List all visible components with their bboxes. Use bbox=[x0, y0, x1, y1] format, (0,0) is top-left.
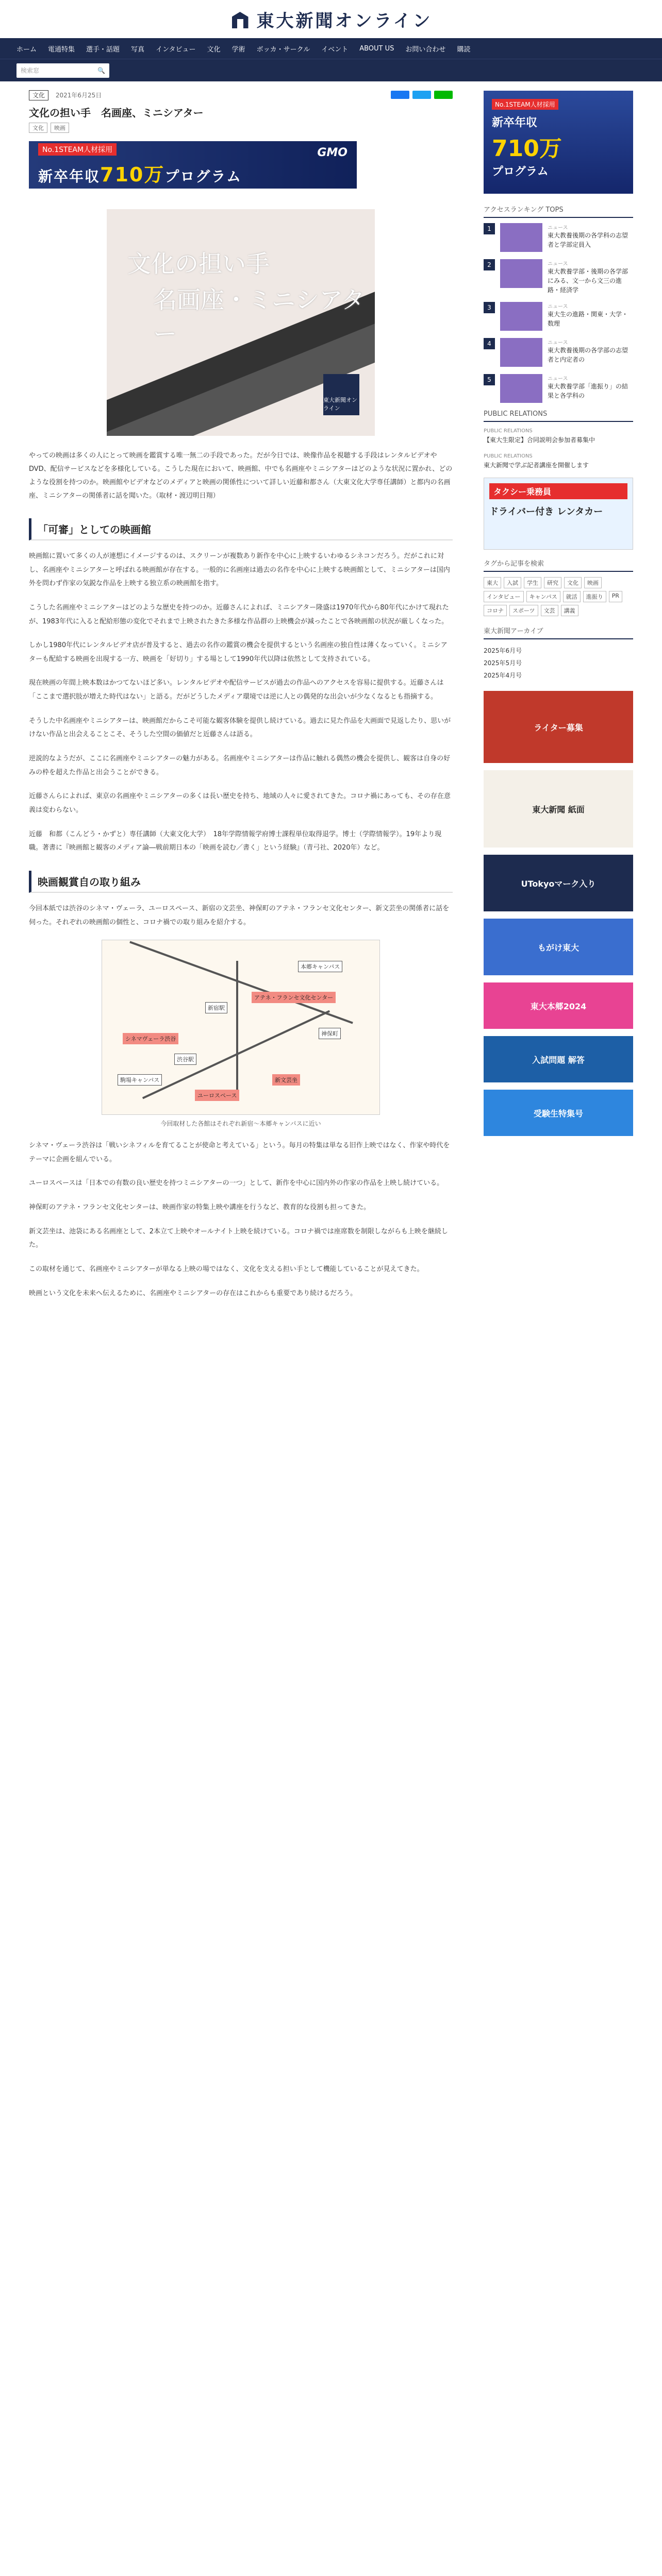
facebook-share-button[interactable] bbox=[391, 91, 409, 99]
sidebar-ad[interactable]: 入試問題 解答 bbox=[484, 1036, 633, 1082]
article-meta bbox=[29, 91, 453, 99]
tag-chip[interactable]: インタビュー bbox=[484, 591, 524, 602]
ranking-item[interactable] bbox=[484, 223, 633, 252]
article-paragraph: 近藤さんらによれば、東京の名画座やミニシアターの多くは長い歴史を持ち、地域の人々に愛されてきた。コロナ禍にあっても、その存在意義は変わらない。 bbox=[29, 792, 451, 814]
rank-number: 4 bbox=[484, 338, 495, 349]
article-paragraph: この取材を通じて、名画座やミニシアターが単なる上映の場ではなく、文化を支える担い手として機能していることが見えてきた。 bbox=[29, 1265, 424, 1274]
nav-item[interactable]: ホーム bbox=[16, 45, 37, 54]
tag-chip[interactable]: スポーツ bbox=[509, 605, 538, 616]
rank-thumbnail bbox=[500, 223, 542, 252]
rank-title: 東大教養後期の各学科の志望者と学部定員入 bbox=[548, 232, 628, 248]
article-paragraph: こうした名画座やミニシアターはどのような歴史を持つのか。近藤さんによれば、ミニシアター隆盛は1970年代から80年代にかけて現れたが、1983年代に入ると配給形態の変化でそれまで上映されたきた多様な作品群の上映機会が減ったことで各映画館の状況が厳しくなった。 bbox=[29, 603, 449, 625]
tag-list bbox=[29, 123, 453, 133]
tag-chip[interactable]: キャンパス bbox=[526, 591, 560, 602]
sidebar-ad[interactable]: UTokyoマーク入り bbox=[484, 855, 633, 911]
article-paragraph: 現在映画の年間上映本数はかつてないほど多い。レンタルビデオや配信サービスが過去の作品へのアクセスを容易に提供する。近藤さんは「ここまで選択肢が増えた時代はない」と語る。だがどうしたメディア環境では逆に人との偶発的な出会いが少なくなるとも指摘する。 bbox=[29, 679, 444, 701]
map-theater: 新文芸坐 bbox=[272, 1074, 300, 1086]
archive-link[interactable]: 2025年4月号 bbox=[484, 672, 522, 680]
nav-item[interactable]: 学術 bbox=[231, 45, 245, 54]
nav-item[interactable]: 写真 bbox=[131, 45, 145, 54]
rank-thumbnail bbox=[500, 302, 542, 331]
archive-link[interactable]: 2025年6月号 bbox=[484, 647, 522, 655]
sidebar-ad[interactable]: もがけ東大 bbox=[484, 919, 633, 975]
banner-main: 新卒年収710万プログラム bbox=[38, 163, 242, 186]
rank-title: 東大生の進路・関東・大学・数理 bbox=[548, 311, 628, 327]
share-buttons bbox=[391, 91, 453, 99]
sidebar-banner-amount: 710万 bbox=[492, 135, 562, 162]
article-paragraph: 逆説的なようだが、ここに名画座やミニシアターの魅力がある。名画座やミニシアターは作品に触れる偶然の機会を提供し、観客は自身の好みの枠を超えた作品と出会うことができる。 bbox=[29, 755, 451, 776]
site-header bbox=[0, 0, 662, 38]
map-station: 駒場キャンパス bbox=[118, 1074, 162, 1086]
sidebar-banner-text: 新卒年収 bbox=[492, 116, 538, 129]
ranking-item[interactable] bbox=[484, 374, 633, 403]
map-theater: ユーロスペース bbox=[195, 1090, 239, 1101]
category-badge[interactable]: 文化 bbox=[29, 90, 48, 100]
rank-number: 5 bbox=[484, 374, 495, 385]
publish-date: 2021年6月25日 bbox=[55, 92, 102, 99]
hero-text-2: 名画座・ミニシアター bbox=[153, 286, 365, 348]
hero-logo-badge: 東大新聞オンライン bbox=[323, 374, 359, 415]
search-bar bbox=[0, 59, 662, 81]
tag-chip[interactable]: コロナ bbox=[484, 605, 507, 616]
article-title: 文化の担い手 名画座、ミニシアター bbox=[29, 107, 204, 119]
tag-chip[interactable]: 進振り bbox=[583, 591, 606, 602]
tag-chip[interactable]: 就活 bbox=[563, 591, 581, 602]
taxi-ad-title: タクシー乗務員 bbox=[489, 483, 627, 499]
tag-chip[interactable]: 映画 bbox=[51, 123, 69, 133]
search-input[interactable] bbox=[16, 63, 109, 78]
pr-item[interactable] bbox=[484, 427, 633, 445]
rank-number: 3 bbox=[484, 302, 495, 313]
rank-thumbnail bbox=[500, 374, 542, 403]
article-closing: 映画という文化を未来へ伝えるために、名画座やミニシアターの存在はこれからも重要であり続けるだろう。 bbox=[29, 1289, 357, 1297]
rail-line bbox=[236, 961, 238, 1095]
article-paragraph: シネマ・ヴェーラ渋谷は「戦いシネフィルを育てることが使命と考えている」という。毎月の特集は単なる旧作上映ではなく、作家や時代をテーマに企画を組んでいる。 bbox=[29, 1142, 450, 1163]
tag-chip[interactable]: 文化 bbox=[29, 123, 47, 133]
pr-category: PUBLIC RELATIONS bbox=[484, 428, 533, 434]
rank-title: 東大教養学部・後期の各学部にみる、文一から文三の進路・経済学 bbox=[548, 268, 628, 294]
ranking-item[interactable] bbox=[484, 259, 633, 295]
site-logo[interactable] bbox=[230, 7, 433, 32]
rank-category: ニュース bbox=[548, 304, 568, 310]
rank-thumbnail bbox=[500, 338, 542, 367]
map-station: 新宿駅 bbox=[205, 1002, 227, 1013]
tag-chip[interactable]: 文芸 bbox=[541, 605, 558, 616]
taxi-ad[interactable] bbox=[484, 478, 633, 550]
nav-item[interactable]: ボッカ・サークル bbox=[256, 45, 310, 54]
site-name: 東大新聞オンライン bbox=[256, 10, 433, 31]
author-bio: 近藤 和都（こんどう・かずと）専任講師（大東文化大学） 18年学際情報学府博士課程単位取得退学。博士（学際情報学）。19年より現職。著書に『映画館と観客のメディア論―戦前期日本の「映画を読む／書く」という経験』（青弓社、2020年）など。 bbox=[29, 830, 442, 852]
map-caption: 今回取材した各館はそれぞれ新宿～本郷キャンパスに近い bbox=[160, 1120, 321, 1128]
theater-map bbox=[102, 940, 380, 1115]
tag-chip[interactable]: 入試 bbox=[504, 577, 521, 588]
pr-title: 東大新聞で学ぶ記者講座を開催します bbox=[484, 462, 589, 469]
search-icon[interactable]: 🔍 bbox=[97, 66, 105, 74]
tag-chip[interactable]: 研究 bbox=[544, 577, 561, 588]
hero-text-1: 文化の担い手 bbox=[127, 250, 270, 278]
rank-category: ニュース bbox=[548, 225, 568, 231]
pr-title: PUBLIC RELATIONS bbox=[484, 410, 633, 422]
article-paragraph: しかし1980年代にレンタルビデオ店が普及すると、過去の名作の鑑賞の機会を提供するという名画座の独自性は薄くなっていく。ミニシアターも配給する映画を出現する一方、映画を「好切り」する場として1990年代以降は依然として支持されている。 bbox=[29, 641, 448, 663]
map-theater: シネマヴェーラ渋谷 bbox=[123, 1033, 178, 1044]
tag-chip[interactable]: 東大 bbox=[484, 577, 501, 588]
logo-icon bbox=[230, 9, 251, 29]
nav-item[interactable]: 購読 bbox=[457, 45, 471, 54]
tag-chip[interactable]: 文化 bbox=[564, 577, 582, 588]
ranking-item[interactable] bbox=[484, 338, 633, 367]
archive-link[interactable]: 2025年5月号 bbox=[484, 659, 522, 667]
article bbox=[29, 91, 453, 1311]
pr-item[interactable] bbox=[484, 452, 633, 470]
section-heading: 「可審」としての映画館 bbox=[29, 518, 453, 540]
tag-search-title: タグから記事を検索 bbox=[484, 558, 633, 572]
sidebar-ad[interactable]: 東大新聞 紙面 bbox=[484, 770, 633, 848]
sidebar-banner-text: プログラム bbox=[492, 165, 549, 178]
rank-number: 2 bbox=[484, 259, 495, 270]
sidebar bbox=[484, 91, 633, 1143]
rank-category: ニュース bbox=[548, 340, 568, 346]
taxi-ad-text: ドライバー付き レンタカー bbox=[489, 506, 603, 518]
sidebar-ad[interactable]: 受験生特集号 bbox=[484, 1090, 633, 1136]
section-heading: 映画観賞自の取り組み bbox=[29, 871, 453, 893]
map-station: 渋谷駅 bbox=[174, 1054, 196, 1065]
search-placeholder: 検索窓 bbox=[21, 67, 40, 74]
ranking-item[interactable] bbox=[484, 302, 633, 331]
nav-item[interactable]: お問い合わせ bbox=[405, 45, 446, 54]
sidebar-banner-label: No.1STEAM人材採用 bbox=[492, 99, 558, 110]
recruit-banner[interactable] bbox=[29, 141, 357, 189]
archive-title: 東大新聞アーカイブ bbox=[484, 625, 633, 639]
rank-title: 東大教養学部「進振り」の結果と各学科の bbox=[548, 383, 628, 399]
rank-category: ニュース bbox=[548, 376, 568, 382]
nav-item[interactable]: 文化 bbox=[207, 45, 221, 54]
tag-chip[interactable]: 映画 bbox=[584, 577, 602, 588]
rank-number: 1 bbox=[484, 223, 495, 234]
sidebar-recruit-banner[interactable] bbox=[484, 91, 633, 194]
line-share-button[interactable] bbox=[434, 91, 453, 99]
pr-title: 【東大生限定】合同説明会参加者募集中 bbox=[484, 436, 595, 444]
nav-item[interactable]: イベント bbox=[321, 45, 349, 54]
tag-chip[interactable]: PR bbox=[609, 591, 622, 602]
sidebar-ad[interactable]: ライター募集 bbox=[484, 691, 633, 763]
tag-chip[interactable]: 学生 bbox=[524, 577, 541, 588]
banner-brand: GMO bbox=[317, 146, 347, 159]
hero-image bbox=[107, 209, 375, 436]
article-paragraph: 新文芸坐は、池袋にある名画座として、2本立て上映やオールナイト上映を続けている。コロナ禍では座席数を制限しながらも上映を継続した。 bbox=[29, 1227, 448, 1249]
article-paragraph: 神保町のアテネ・フランセ文化センターは、映画作家の特集上映や講座を行うなど、教育的な役割も担ってきた。 bbox=[29, 1204, 370, 1212]
nav-item[interactable]: インタビュー bbox=[156, 45, 196, 54]
ranking-title: アクセスランキング TOPS bbox=[484, 204, 633, 218]
nav-item[interactable]: 電通特集 bbox=[48, 45, 75, 54]
rank-category: ニュース bbox=[548, 261, 568, 267]
nav-item[interactable]: ABOUT US bbox=[359, 44, 394, 53]
tag-chip[interactable]: 講義 bbox=[561, 605, 578, 616]
article-paragraph: 今回本紙では渋谷のシネマ・ヴェーラ、ユーロスペース、新宿の文芸坐、神保町のアテネ・フランセ文化センター、新文芸坐の関係者に話を伺った。それぞれの映画館の個性と、コロナ禍での取り組みを紹介する。 bbox=[29, 904, 450, 926]
sidebar-ad[interactable]: 東大本郷2024 bbox=[484, 982, 633, 1029]
map-station: 本郷キャンパス bbox=[298, 961, 342, 972]
banner-sub: No.1STEAM人材採用 bbox=[38, 143, 117, 156]
rail-line bbox=[129, 941, 353, 1024]
article-paragraph: そうした中名画座やミニシアターは、映画館だからこそ可能な観客体験を提供し続けている。過去に見た作品を大画面で見返したり、思いがけない作品と出会えることこそ、そうした空間の価値だと近藤さんは語る。 bbox=[29, 717, 451, 739]
article-paragraph: 映画館に置いて多くの人が連想にイメージするのは、スクリーンが複数あり新作を中心に上映するいわゆるシネコンだろう。だがこれに対し、名画座やミニシアターと呼ばれる映画館が存在する。一般的に名画座は過去の名作を中心に上映する映画館として、ミニシアターは国内外を問わず作家の気鋭な作品を上映する独立系の映画館を指す。 bbox=[29, 552, 450, 588]
map-station: 神保町 bbox=[319, 1028, 341, 1039]
nav-item[interactable]: 選手・話題 bbox=[86, 45, 120, 54]
pr-category: PUBLIC RELATIONS bbox=[484, 453, 533, 460]
main-nav bbox=[0, 38, 662, 59]
rank-title: 東大教養後期の各学部の志望者と内定者の bbox=[548, 347, 628, 363]
twitter-share-button[interactable] bbox=[412, 91, 431, 99]
article-paragraph: ユーロスペースは「日本での有数の良い歴史を持つミニシアターの一つ」として、新作を中心に国内外の作家の作品を上映し続けている。 bbox=[29, 1179, 444, 1188]
article-lead: やっての映画は多くの人にとって映画を鑑賞する唯一無二の手段であった。だが今日では、映像作品を視聴する手段はレンタルビデオやDVD、配信サービスなどを多様化している。こうした現在において、映画館、中でも名画座やミニシアターはどのような状況に置かれ、どのような役割を持つのか。映画館やビデオなどのメディアと映画の関係性について詳しい近藤和都さん（大東文化大学専任講師）と都内の名画座、ミニシアターの関係者に話を聞いた。（取材・渡辺明日翔） bbox=[29, 452, 453, 500]
map-theater: アテネ・フランセ文化センター bbox=[252, 992, 336, 1003]
rank-thumbnail bbox=[500, 259, 542, 288]
